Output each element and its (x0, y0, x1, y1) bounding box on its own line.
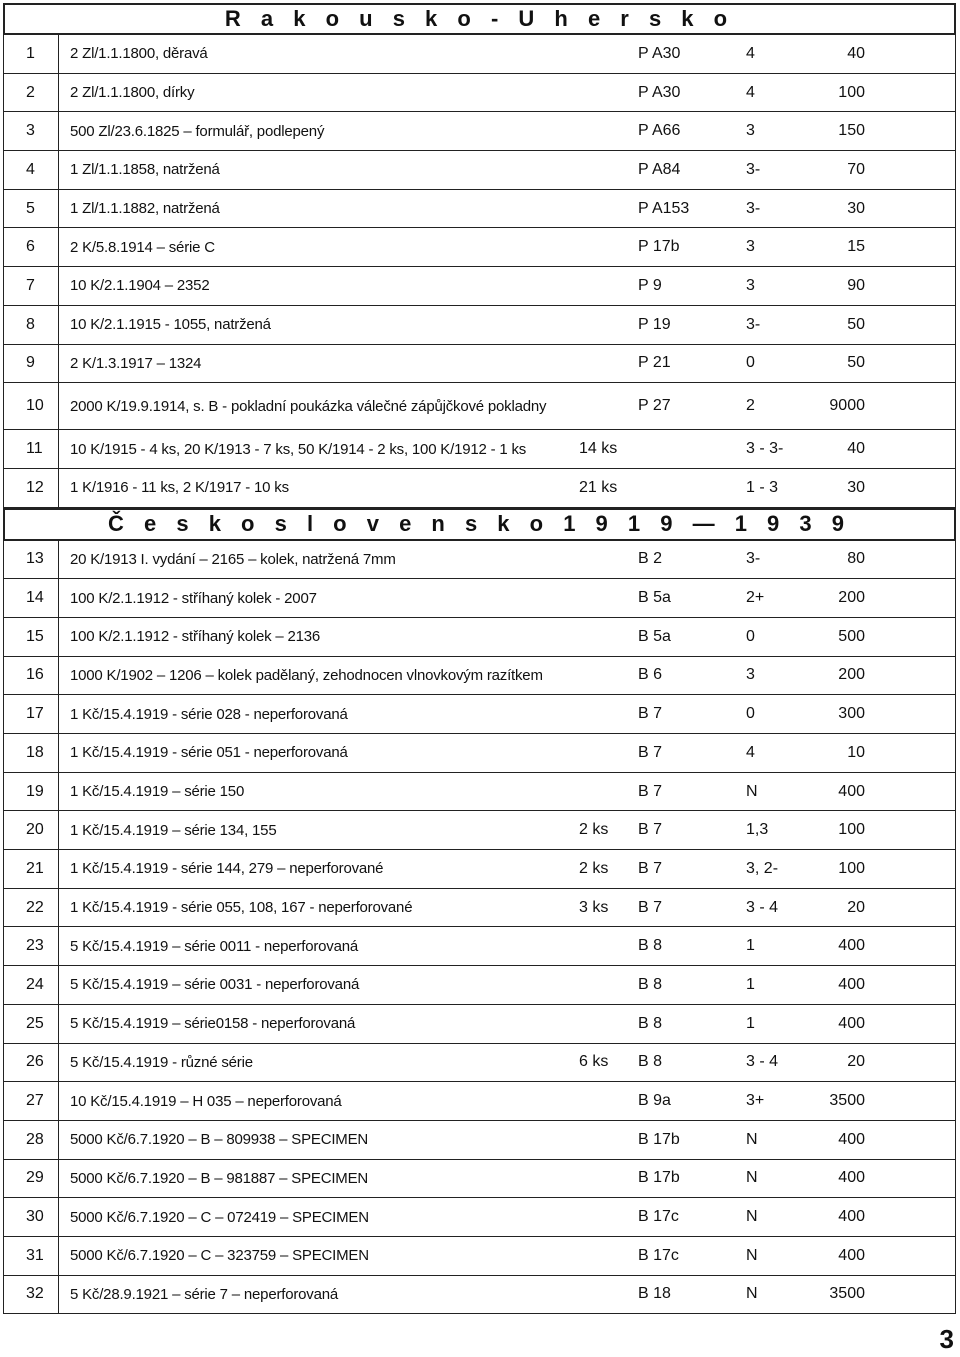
item-quantity (579, 1198, 636, 1236)
table-row (3, 267, 956, 306)
item-price: 90 (847, 276, 865, 294)
row-number: 4 (4, 151, 59, 189)
item-quantity (579, 618, 636, 656)
table-row (3, 151, 956, 190)
catalog-number: P A153 (638, 199, 690, 217)
item-quantity (579, 541, 636, 579)
catalog-number: P A30 (638, 83, 681, 101)
page-number: 3 (939, 1324, 954, 1354)
row-number: 12 (4, 469, 59, 507)
row-number: 28 (4, 1121, 59, 1159)
item-description: 2 Zl/1.1.1800, děravá (70, 45, 208, 63)
item-price: 400 (838, 1130, 865, 1148)
item-price: 20 (847, 898, 865, 916)
catalog-sheet (3, 3, 956, 1314)
table-row (3, 541, 956, 580)
item-description: 100 K/2.1.1912 - stříhaný kolek – 2136 (70, 628, 321, 646)
item-description: 100 K/2.1.1912 - stříhaný kolek - 2007 (70, 589, 317, 607)
catalog-number: B 7 (638, 821, 663, 839)
table-row (3, 657, 956, 696)
item-description: 1 Zl/1.1.1882, natržená (70, 200, 220, 218)
row-number: 6 (4, 228, 59, 266)
item-quantity (579, 1082, 636, 1120)
table-row (3, 306, 956, 345)
catalog-number (636, 469, 746, 507)
row-number: 21 (4, 850, 59, 888)
row-number: 18 (4, 734, 59, 772)
item-price: 400 (838, 975, 865, 993)
table-row (3, 1198, 956, 1237)
condition-grade: 2 (746, 397, 755, 415)
item-price: 150 (838, 122, 865, 140)
item-description: 2000 K/19.9.1914, s. B - pokladní poukázka válečné zápůjčkové pokladny (70, 397, 547, 415)
item-description: 2 Zl/1.1.1800, dírky (70, 84, 195, 102)
condition-grade: 3- (746, 315, 761, 333)
row-number: 17 (4, 695, 59, 733)
item-description: 5000 Kč/6.7.1920 – B – 981887 – SPECIMEN (70, 1169, 369, 1187)
item-price: 50 (847, 354, 865, 372)
item-price: 100 (838, 821, 865, 839)
item-quantity (579, 267, 636, 305)
item-price: 10 (847, 743, 865, 761)
item-quantity: 2 ks (579, 859, 609, 877)
row-number: 31 (4, 1237, 59, 1275)
item-quantity (579, 1276, 636, 1314)
table-row (3, 618, 956, 657)
item-price: 400 (838, 782, 865, 800)
item-description: 10 Kč/15.4.1919 – H 035 – neperforovaná (70, 1092, 342, 1110)
item-quantity (579, 74, 636, 112)
table-row (3, 1237, 956, 1276)
item-price: 50 (847, 315, 865, 333)
row-number: 10 (4, 383, 59, 429)
item-quantity (579, 383, 636, 429)
catalog-number: B 17c (638, 1208, 679, 1226)
table-row (3, 383, 956, 430)
catalog-number: P 9 (638, 276, 662, 294)
item-price: 200 (838, 589, 865, 607)
item-price: 500 (838, 627, 865, 645)
row-number: 7 (4, 267, 59, 305)
item-price: 40 (847, 440, 865, 458)
catalog-number: P A66 (638, 122, 681, 140)
condition-grade: 0 (746, 627, 755, 645)
table-row (3, 35, 956, 74)
table-row (3, 1005, 956, 1044)
item-description: 1 Kč/15.4.1919 – série 150 (70, 783, 245, 801)
item-description: 5 Kč/15.4.1919 - různé série (70, 1053, 253, 1071)
item-quantity (579, 35, 636, 73)
row-number: 32 (4, 1276, 59, 1314)
row-number: 23 (4, 927, 59, 965)
table-row (3, 1160, 956, 1199)
item-quantity (579, 927, 636, 965)
catalog-number: P A84 (638, 160, 681, 178)
item-price: 15 (847, 238, 865, 256)
condition-grade: 4 (746, 44, 755, 62)
row-number: 30 (4, 1198, 59, 1236)
row-number: 27 (4, 1082, 59, 1120)
item-description: 10 K/2.1.1915 - 1055, natržená (70, 316, 271, 334)
catalog-number: B 7 (638, 859, 663, 877)
row-number: 20 (4, 811, 59, 849)
table-czechoslovakia (3, 541, 956, 1315)
condition-grade: 3, 2- (746, 859, 779, 877)
condition-grade: 1 (746, 975, 755, 993)
item-quantity: 2 ks (579, 821, 609, 839)
catalog-number (636, 430, 746, 468)
condition-grade: N (746, 782, 758, 800)
row-number: 3 (4, 112, 59, 150)
row-number: 13 (4, 541, 59, 579)
condition-grade: 4 (746, 743, 755, 761)
condition-grade: 3 (746, 122, 755, 140)
condition-grade: 4 (746, 83, 755, 101)
item-quantity: 14 ks (579, 440, 618, 458)
row-number: 22 (4, 889, 59, 927)
item-quantity: 3 ks (579, 898, 609, 916)
item-quantity (579, 1160, 636, 1198)
condition-grade: 3 (746, 666, 755, 684)
condition-grade: 3- (746, 199, 761, 217)
table-row (3, 850, 956, 889)
table-row (3, 430, 956, 469)
item-description: 1 K/1916 - 11 ks, 2 K/1917 - 10 ks (70, 479, 289, 497)
catalog-number: B 7 (638, 898, 663, 916)
item-quantity (579, 228, 636, 266)
item-price: 100 (838, 859, 865, 877)
condition-grade: 3- (746, 160, 761, 178)
condition-grade: N (746, 1169, 758, 1187)
table-row (3, 1082, 956, 1121)
catalog-number: B 6 (638, 666, 663, 684)
item-price: 30 (847, 478, 865, 496)
item-description: 1 Kč/15.4.1919 - série 055, 108, 167 - neperforované (70, 899, 413, 917)
item-quantity: 21 ks (579, 478, 618, 496)
item-description: 5000 Kč/6.7.1920 – C – 323759 – SPECIMEN (70, 1247, 369, 1265)
condition-grade: 3+ (746, 1092, 765, 1110)
catalog-number: B 17b (638, 1169, 680, 1187)
item-price: 3500 (829, 1285, 865, 1303)
table-row (3, 228, 956, 267)
table-row (3, 927, 956, 966)
condition-grade: 3- (746, 550, 761, 568)
item-price: 400 (838, 1014, 865, 1032)
catalog-number: P 21 (638, 354, 671, 372)
item-price: 400 (838, 1246, 865, 1264)
row-number: 29 (4, 1160, 59, 1198)
item-price: 400 (838, 1169, 865, 1187)
catalog-number: P 17b (638, 238, 680, 256)
catalog-number: B 8 (638, 937, 663, 955)
catalog-number: B 7 (638, 743, 663, 761)
item-price: 30 (847, 199, 865, 217)
condition-grade: 0 (746, 705, 755, 723)
item-quantity (579, 190, 636, 228)
item-description: 1 Zl/1.1.1858, natržená (70, 161, 220, 179)
item-price: 80 (847, 550, 865, 568)
row-number: 1 (4, 35, 59, 73)
item-description: 5 Kč/15.4.1919 – série 0011 - neperforovaná (70, 937, 358, 955)
item-quantity (579, 1005, 636, 1043)
condition-grade: 2+ (746, 589, 765, 607)
row-number: 25 (4, 1005, 59, 1043)
condition-grade: N (746, 1208, 758, 1226)
row-number: 8 (4, 306, 59, 344)
item-price: 100 (838, 83, 865, 101)
catalog-number: P A30 (638, 44, 681, 62)
row-number: 15 (4, 618, 59, 656)
condition-grade: 3 - 4 (746, 1053, 779, 1071)
table-row (3, 1044, 956, 1083)
catalog-number: B 7 (638, 705, 663, 723)
item-price: 400 (838, 1208, 865, 1226)
condition-grade: 3 (746, 238, 755, 256)
table-row (3, 1276, 956, 1315)
item-quantity (579, 657, 636, 695)
item-description: 5 Kč/15.4.1919 – série0158 - neperforovaná (70, 1015, 356, 1033)
condition-grade: N (746, 1285, 758, 1303)
item-price: 3500 (829, 1092, 865, 1110)
condition-grade: N (746, 1246, 758, 1264)
item-description: 5000 Kč/6.7.1920 – C – 072419 – SPECIMEN (70, 1208, 369, 1226)
catalog-number: B 8 (638, 1053, 663, 1071)
item-quantity (579, 695, 636, 733)
item-quantity (579, 1121, 636, 1159)
item-quantity (579, 579, 636, 617)
row-number: 11 (4, 430, 59, 468)
table-row (3, 579, 956, 618)
catalog-number: B 5a (638, 589, 671, 607)
item-description: 2 K/5.8.1914 – série C (70, 238, 215, 256)
item-description: 10 K/2.1.1904 – 2352 (70, 277, 210, 295)
item-description: 5 Kč/28.9.1921 – série 7 – neperforovaná (70, 1285, 339, 1303)
condition-grade: 3 - 4 (746, 898, 779, 916)
item-price: 9000 (829, 397, 865, 415)
item-price: 200 (838, 666, 865, 684)
condition-grade: 1 - 3 (746, 478, 779, 496)
item-price: 400 (838, 937, 865, 955)
section-title-austria-hungary: R a k o u s k o - U h e r s k o (3, 3, 956, 35)
catalog-number: P 27 (638, 397, 671, 415)
table-row (3, 695, 956, 734)
item-price: 70 (847, 160, 865, 178)
table-row (3, 190, 956, 229)
row-number: 19 (4, 773, 59, 811)
item-quantity (579, 345, 636, 383)
catalog-number: B 8 (638, 1014, 663, 1032)
item-description: 20 K/1913 I. vydání – 2165 – kolek, natržená 7mm (70, 550, 396, 568)
condition-grade: 1 (746, 937, 755, 955)
table-row (3, 966, 956, 1005)
item-description: 5000 Kč/6.7.1920 – B – 809938 – SPECIMEN (70, 1131, 369, 1149)
item-quantity (579, 1237, 636, 1275)
condition-grade: 1,3 (746, 821, 769, 839)
item-description: 1000 K/1902 – 1206 – kolek padělaný, zehodnocen vlnovkovým razítkem (70, 666, 543, 684)
table-row (3, 1121, 956, 1160)
row-number: 5 (4, 190, 59, 228)
table-row (3, 345, 956, 384)
row-number: 16 (4, 657, 59, 695)
catalog-number: P 19 (638, 315, 671, 333)
item-price: 40 (847, 44, 865, 62)
item-quantity (579, 151, 636, 189)
row-number: 24 (4, 966, 59, 1004)
condition-grade: 3 (746, 276, 755, 294)
row-number: 9 (4, 345, 59, 383)
item-quantity (579, 112, 636, 150)
item-quantity: 6 ks (579, 1053, 609, 1071)
condition-grade: 0 (746, 354, 755, 372)
table-austria-hungary (3, 35, 956, 508)
table-row (3, 112, 956, 151)
table-row (3, 74, 956, 113)
item-price: 300 (838, 705, 865, 723)
condition-grade: N (746, 1130, 758, 1148)
item-description: 1 Kč/15.4.1919 - série 028 - neperforovaná (70, 705, 348, 723)
item-description: 1 Kč/15.4.1919 – série 134, 155 (70, 821, 277, 839)
row-number: 14 (4, 579, 59, 617)
section-title-czechoslovakia: Č e s k o s l o v e n s k o 1 9 1 9 — 1 9 3 9 (3, 508, 956, 541)
item-description: 5 Kč/15.4.1919 – série 0031 - neperforovaná (70, 976, 360, 994)
item-quantity (579, 773, 636, 811)
catalog-number: B 5a (638, 627, 671, 645)
catalog-number: B 8 (638, 975, 663, 993)
item-quantity (579, 306, 636, 344)
catalog-number: B 17c (638, 1246, 679, 1264)
item-description: 1 Kč/15.4.1919 - série 144, 279 – neperforované (70, 860, 384, 878)
condition-grade: 1 (746, 1014, 755, 1032)
item-description: 500 Zl/23.6.1825 – formulář, podlepený (70, 122, 325, 140)
table-row (3, 734, 956, 773)
catalog-number: B 2 (638, 550, 663, 568)
catalog-number: B 18 (638, 1285, 671, 1303)
row-number: 26 (4, 1044, 59, 1082)
table-row (3, 889, 956, 928)
row-number: 2 (4, 74, 59, 112)
item-price: 20 (847, 1053, 865, 1071)
item-description: 10 K/1915 - 4 ks, 20 K/1913 - 7 ks, 50 K/1914 - 2 ks, 100 K/1912 - 1 ks (70, 440, 527, 458)
condition-grade: 3 - 3- (746, 440, 784, 458)
table-row (3, 811, 956, 850)
item-description: 1 Kč/15.4.1919 - série 051 - neperforovaná (70, 744, 348, 762)
table-row (3, 773, 956, 812)
item-description: 2 K/1.3.1917 – 1324 (70, 354, 202, 372)
item-quantity (579, 734, 636, 772)
catalog-number: B 17b (638, 1130, 680, 1148)
item-quantity (579, 966, 636, 1004)
catalog-number: B 7 (638, 782, 663, 800)
table-row (3, 469, 956, 508)
catalog-number: B 9a (638, 1092, 671, 1110)
